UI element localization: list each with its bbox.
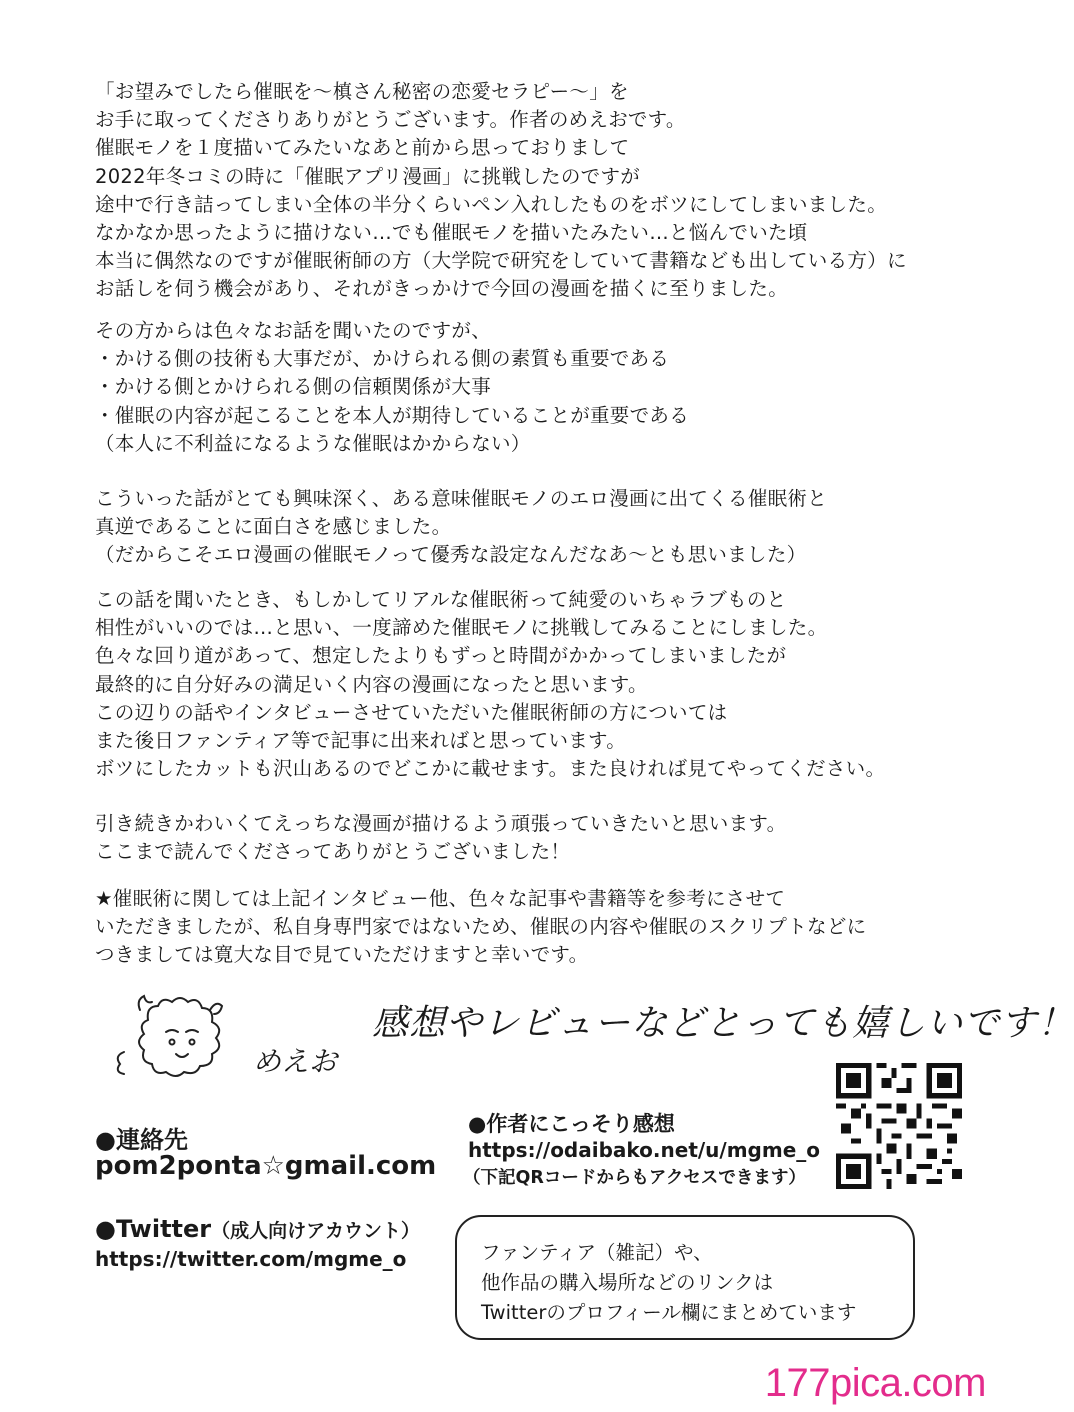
text-line: 引き続きかわいくてえっちな漫画が描けるよう頑張っていきたいと思います。	[95, 812, 787, 835]
contact-heading: ●連絡先	[95, 1126, 188, 1154]
twitter-heading-label: ●Twitter	[95, 1215, 212, 1243]
paragraph-interest	[95, 485, 975, 570]
text-line: こういった話がとても興味深く、ある意味催眠モノのエロ漫画に出てくる催眠術と	[95, 487, 828, 510]
feedback-link[interactable]: https://odaibako.net/u/mgme_o	[468, 1138, 821, 1162]
text-line: お話しを伺う機会があり、それがきっかけで今回の漫画を描くに至りました。	[95, 277, 789, 301]
text-line: つきましては寛大な目で見ていただけますと幸いです。	[95, 943, 589, 967]
feedback-qr-note: （下記QRコードからもアクセスできます）	[463, 1168, 806, 1188]
text-line: ・かける側の技術も大事だが、かけられる側の素質も重要である	[95, 347, 670, 371]
text-line: 色々な回り道があって、想定したよりもずっと時間がかかってしまいましたが	[95, 644, 787, 668]
paragraph-disclaimer	[95, 885, 975, 970]
paragraph-thanks	[95, 810, 975, 866]
site-watermark: 177pica.com	[764, 1361, 986, 1405]
text-line: ボツにしたカットも沢山あるのでどこかに載せます。また良ければ見てやってください。	[95, 757, 886, 781]
text-line: いただきましたが、私自身専門家ではないため、催眠の内容や催眠のスクリプトなどに	[95, 915, 867, 939]
text-line: （だからこそエロ漫画の催眠モノって優秀な設定なんだなあ〜とも思いました）	[95, 543, 807, 567]
handwritten-thanks-message: 感想やレビューなどとっても嬉しいです！	[372, 1003, 1074, 1044]
text-line: ここまで読んでくださってありがとうございました！	[95, 840, 571, 864]
contact-email: pom2ponta☆gmail.com	[95, 1151, 437, 1181]
text-line: この辺りの話やインタビューさせていただいた催眠術師の方については	[95, 700, 728, 724]
twitter-link[interactable]: https://twitter.com/mgme_o	[95, 1247, 407, 1271]
text-line: 途中で行き詰ってしまい全体の半分くらいペン入れしたものをボツにしてしまいました。	[95, 192, 888, 216]
notice-line: Twitterのプロフィール欄にまとめています	[481, 1301, 857, 1324]
text-line: 最終的に自分好みの満足いく内容の漫画になったと思います。	[95, 672, 648, 696]
text-line: なかなか思ったように描けない…でも催眠モノを描いたみたい…と悩んでいた頃	[95, 220, 808, 244]
text-line: ・かける側とかけられる側の信頼関係が大事	[95, 375, 492, 399]
text-line: 2022年冬コミの時に「催眠アプリ漫画」に挑戦したのですが	[95, 164, 641, 188]
notice-line: ファンティア（雑記）や、	[481, 1241, 713, 1264]
text-line: 真逆であることに面白さを感じました。	[95, 515, 452, 539]
feedback-heading: ●作者にこっそり感想	[468, 1112, 675, 1136]
author-signature: めえお	[253, 1045, 338, 1078]
notice-line: 他作品の購入場所などのリンクは	[481, 1271, 774, 1294]
text-line: この話を聞いたとき、もしかしてリアルな催眠術って純愛のいちゃラブものと	[95, 588, 787, 611]
paragraph-hypnotist-notes	[95, 317, 975, 458]
text-line: 相性がいいのでは…と思い、一度諦めた催眠モノに挑戦してみることにしました。	[95, 616, 828, 640]
text-line: 本当に偶然なのですが催眠術師の方（大学院で研究をしていて書籍なども出している方）に	[95, 249, 907, 273]
text-line: お手に取ってくださりありがとうございます。作者のめえおです。	[95, 108, 686, 132]
text-line: その方からは色々なお話を聞いたのですが、	[95, 319, 492, 342]
twitter-heading-note: （成人向けアカウント）	[211, 1220, 420, 1242]
text-line: また後日ファンティア等で記事に出来ればと思っています。	[95, 728, 627, 752]
paragraph-intro	[95, 78, 975, 304]
text-line: ★催眠術に関しては上記インタビュー他、色々な記事や書籍等を参考にさせて	[95, 887, 786, 910]
qr-code-icon[interactable]	[836, 1063, 962, 1189]
notice-box	[455, 1215, 915, 1340]
twitter-heading	[95, 1215, 420, 1243]
text-line: 「お望みでしたら催眠を〜槙さん秘密の恋愛セラピー〜」を	[95, 80, 629, 103]
paragraph-challenge	[95, 586, 975, 783]
text-line: ・催眠の内容が起こることを本人が期待していることが重要である	[95, 403, 690, 427]
text-line: （本人に不利益になるような催眠はかからない）	[95, 431, 531, 455]
text-line: 催眠モノを１度描いてみたいなあと前から思っておりまして	[95, 136, 630, 160]
